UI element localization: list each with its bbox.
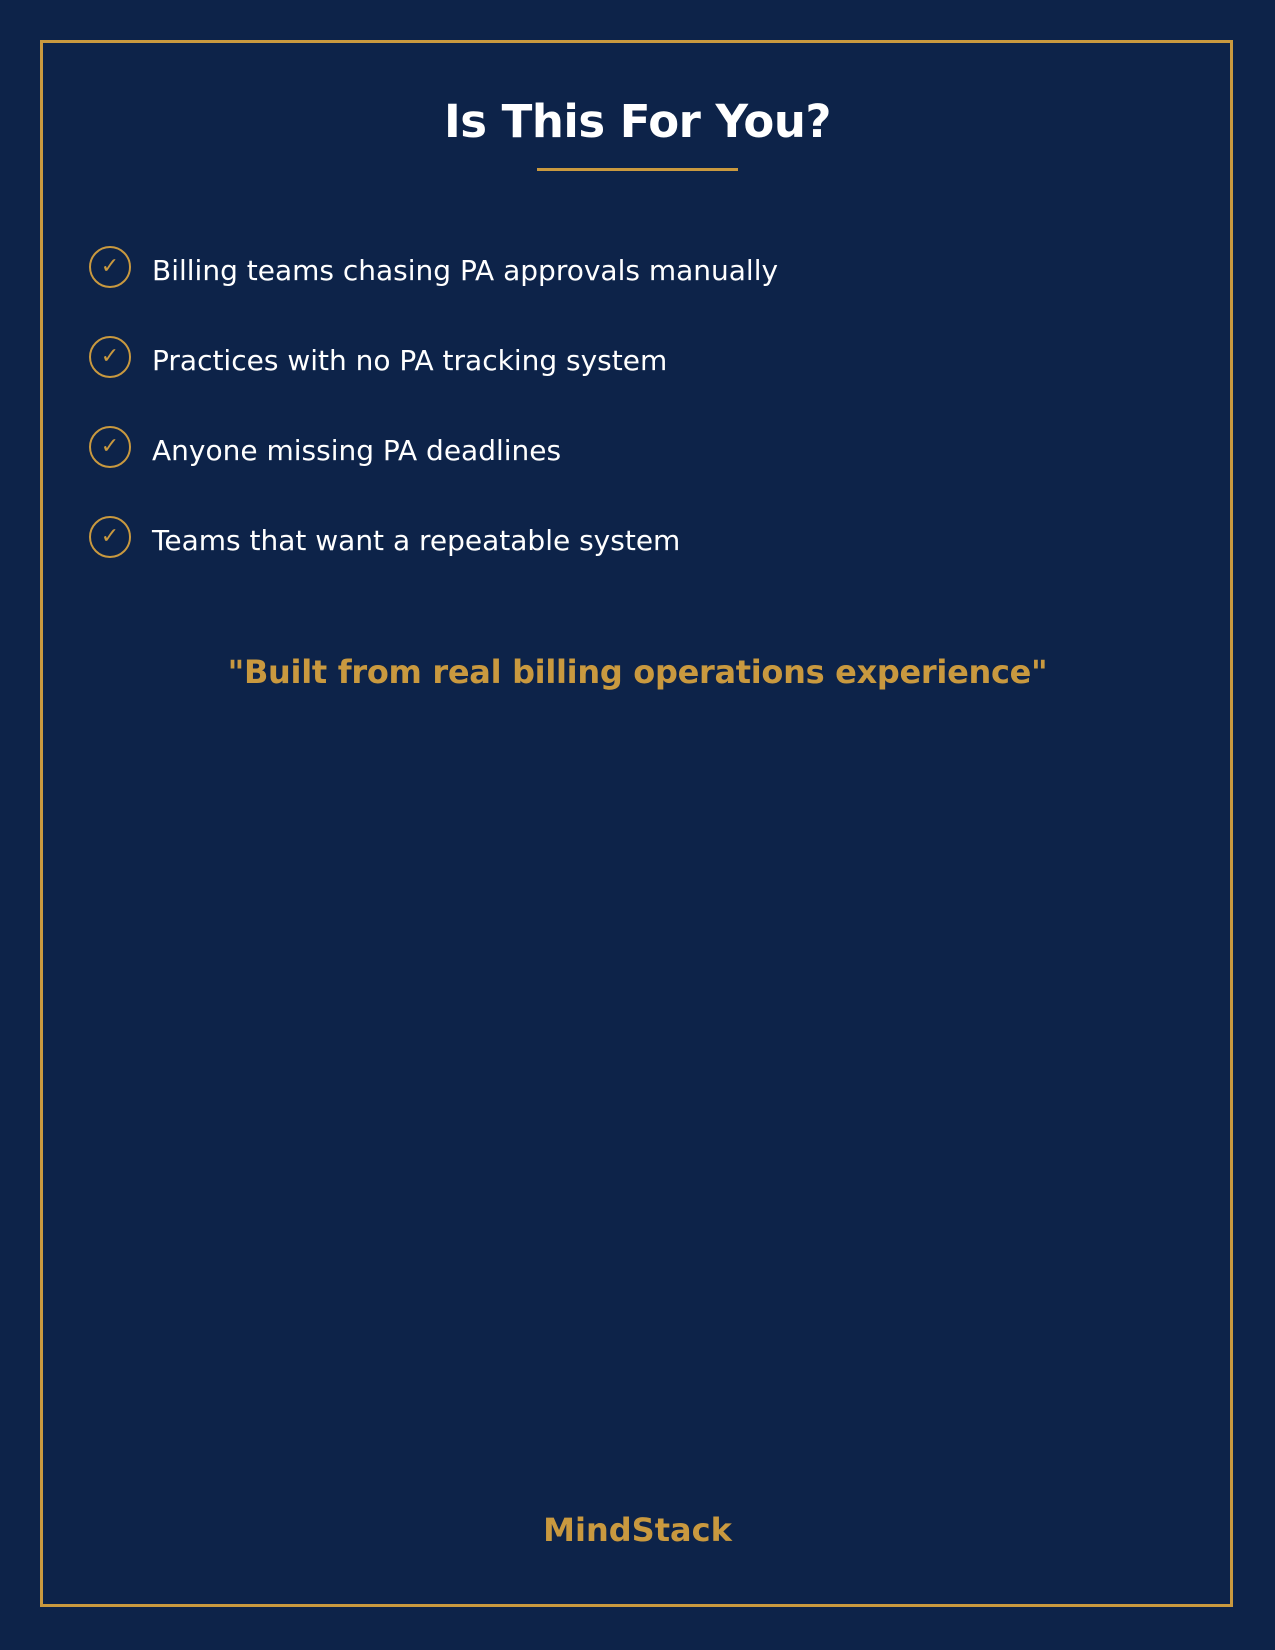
checklist-item-label: Teams that want a repeatable system xyxy=(152,524,681,557)
checklist-item xyxy=(89,248,778,294)
check-circle-icon: ✓ xyxy=(89,336,131,378)
brand-name: MindStack xyxy=(543,1511,732,1549)
check-circle-icon: ✓ xyxy=(89,426,131,468)
check-circle-icon: ✓ xyxy=(89,246,131,288)
checklist xyxy=(89,248,778,608)
title-underline xyxy=(537,168,738,171)
checklist-item xyxy=(89,518,778,564)
checklist-item xyxy=(89,338,778,384)
page-title: Is This For You? xyxy=(443,95,831,148)
checklist-item-label: Billing teams chasing PA approvals manually xyxy=(152,254,779,287)
checklist-item-label: Anyone missing PA deadlines xyxy=(152,434,562,467)
checklist-item-label: Practices with no PA tracking system xyxy=(152,344,668,377)
check-circle-icon: ✓ xyxy=(89,516,131,558)
checklist-item xyxy=(89,428,778,474)
tagline-quote: "Built from real billing operations experience" xyxy=(227,653,1048,691)
